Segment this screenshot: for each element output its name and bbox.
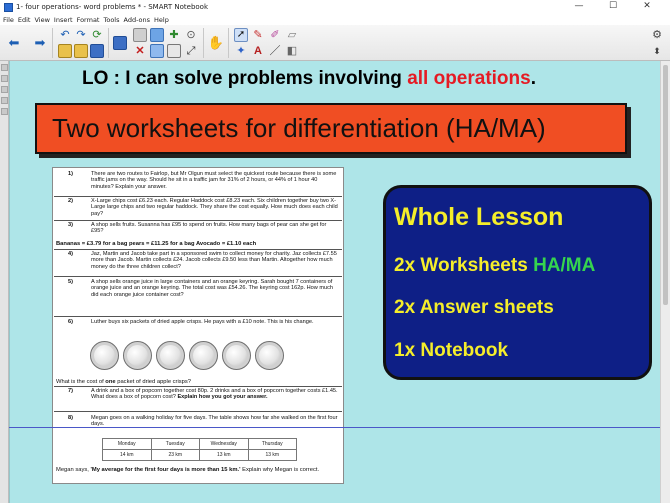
table-header-cell: Tuesday <box>151 439 200 450</box>
eraser-icon[interactable]: ▱ <box>287 29 297 41</box>
question-text: There are two routes to Fairlop, but Mr Olgun must select the quickest route because there is some traffic jams on the way. Should he sit in a traffic jam for 31% of 2 hours, or 44% of 1 hour 40 minutes? Explain your answer. <box>91 171 337 190</box>
q7-bold-text: Explain how you got your answer. <box>177 394 268 401</box>
fill-tool-icon[interactable]: ◧ <box>286 45 298 57</box>
toolbar-separator <box>228 28 229 58</box>
full-screen-icon[interactable] <box>150 44 164 58</box>
close-button[interactable]: ✕ <box>643 1 651 11</box>
redo-icon[interactable]: ↷ <box>76 29 86 41</box>
table-grid-icon[interactable] <box>167 44 181 58</box>
toolbar-separator <box>203 28 204 58</box>
question-6-prompt <box>56 379 342 386</box>
table-header-cell: Monday <box>103 439 152 450</box>
megan-prefix: Megan says, <box>56 467 91 473</box>
add-ons-tab[interactable] <box>1 108 8 115</box>
worksheet-divider <box>54 411 342 412</box>
properties-tab[interactable] <box>1 97 8 104</box>
q6-prompt-suffix: packet of dried apple crisps? <box>115 379 192 385</box>
save-icon[interactable] <box>90 44 104 58</box>
megan-suffix: Explain why Megan is correct. <box>240 467 320 473</box>
select-tool-icon[interactable]: ➚ <box>234 28 248 42</box>
menu-edit[interactable]: Edit <box>17 15 31 24</box>
zoom-icon[interactable]: ⤢ <box>186 45 196 57</box>
question-number: 7) <box>68 388 73 394</box>
megan-statement <box>56 467 342 474</box>
menu-view[interactable]: View <box>34 15 50 24</box>
question-text <box>91 388 339 401</box>
open-file-icon[interactable] <box>74 44 88 58</box>
q6-prompt-prefix: What is the cost of <box>56 379 106 385</box>
q7-text: A drink and a box of popcorn together cost 80p. 2 drinks and a box of popcorn together costs £1.45. What does a box of popcorn cost? <box>91 388 338 401</box>
question-number: 6) <box>68 319 73 325</box>
line-tool-icon[interactable]: ／ <box>269 45 281 57</box>
learning-objective[interactable] <box>82 68 536 90</box>
question-number: 3) <box>68 222 73 228</box>
question-number: 2) <box>68 198 73 204</box>
table-row <box>103 439 297 450</box>
side-tab-strip <box>0 61 9 503</box>
lesson-line-worksheets <box>394 255 595 277</box>
lo-highlight: all operations <box>407 68 531 89</box>
coin-icon <box>189 341 218 370</box>
creative-pen-icon[interactable]: ✐ <box>270 29 280 41</box>
worksheet-divider <box>54 196 342 197</box>
guide-line <box>9 427 660 428</box>
menu-help[interactable]: Help <box>154 15 169 24</box>
question-number: 5) <box>68 279 73 285</box>
question-text: Jaz, Martin and Jacob take part in a sponsored swim to collect money for charity. Jaz collects £7.55 more than Jacob. Martin collects £24. Jacob collects £9.50 less than Martin. Altogether how much money do the three children collect? <box>91 251 337 270</box>
coin-icon <box>255 341 284 370</box>
whole-lesson-box[interactable] <box>383 185 652 380</box>
paste-icon[interactable] <box>133 28 147 42</box>
change-coins <box>90 341 284 370</box>
q6-prompt-bold: one <box>105 379 116 385</box>
worksheet-divider <box>54 249 342 250</box>
megan-quote: 'My average for the first four days is more than 15 km.' <box>90 467 241 473</box>
worksheet-divider <box>54 316 342 317</box>
toolbar-separator <box>108 28 109 58</box>
page-sorter-tab[interactable] <box>1 64 8 71</box>
fruit-prices: Bananas = £3.79 for a bag pears = £11.25 for a bag Avocado = £1.10 each <box>56 241 257 247</box>
question-text: Luther buys six packets of dried apple crisps. He pays with a £10 note. This is his change. <box>91 319 314 325</box>
refresh-icon[interactable]: ⟳ <box>92 29 102 41</box>
lo-suffix: . <box>530 68 536 89</box>
lesson-line-answer-sheets: 2x Answer sheets <box>394 297 554 318</box>
menu-format[interactable]: Format <box>76 15 100 24</box>
table-row <box>103 450 297 461</box>
menu-file[interactable]: File <box>3 15 14 24</box>
lesson-heading: Whole Lesson <box>394 203 564 231</box>
coin-icon <box>222 341 251 370</box>
toolbar <box>0 25 670 61</box>
add-page-icon[interactable]: ✚ <box>169 29 179 41</box>
menu-bar <box>0 14 670 25</box>
worksheets-banner[interactable] <box>35 103 627 154</box>
lesson-line-1-highlight: HA/MA <box>533 255 596 276</box>
smart-notebook-app-icon <box>4 3 13 12</box>
question-text: A shop sells orange juice in large containers and an orange keyring. Sarah bought 7 containers of orange juice and an orange keyring. The total cost was £54.26. The keyring cost 162p. How much did each orange juice container cost? <box>91 279 334 298</box>
menu-tools[interactable]: Tools <box>103 15 120 24</box>
worksheet-divider <box>54 220 342 221</box>
open-folder-icon[interactable] <box>58 44 72 58</box>
question-number: 1) <box>68 171 73 177</box>
toolbar-position-icon[interactable]: ⬍ <box>653 46 661 56</box>
question-number: 4) <box>68 251 73 257</box>
window-controls <box>562 0 664 14</box>
question-number: 8) <box>68 415 73 421</box>
walking-table <box>102 438 297 461</box>
menu-add-ons[interactable]: Add-ons <box>123 15 151 24</box>
previous-page-icon[interactable]: ⬅ <box>8 35 20 50</box>
table-cell: 13 km <box>200 450 249 461</box>
table-header-cell: Thursday <box>248 439 297 450</box>
coin-icon <box>123 341 152 370</box>
text-tool-icon[interactable]: A <box>254 45 262 57</box>
scrollbar-thumb[interactable] <box>663 65 668 305</box>
coin-icon <box>90 341 119 370</box>
attachments-tab[interactable] <box>1 86 8 93</box>
screen-shade-icon[interactable] <box>113 36 127 50</box>
next-page-icon[interactable]: ➡ <box>34 35 46 50</box>
gallery-tab[interactable] <box>1 75 8 82</box>
question-text: X-Large chips cost £6.23 each. Regular Haddock cost £8.23 each. Six children together buy two X-Large large chips and two regular haddock. They share the cost equally. How much does each child pay? <box>91 198 338 217</box>
minimize-button[interactable]: — <box>574 1 584 11</box>
window-title: 1- four operations- word problems * - SMART Notebook <box>16 3 209 11</box>
vertical-scrollbar[interactable] <box>660 61 670 503</box>
gear-icon[interactable]: ⚙ <box>652 29 662 41</box>
delete-icon[interactable]: ✕ <box>135 45 145 57</box>
toolbar-separator <box>52 28 53 58</box>
lesson-line-notebook: 1x Notebook <box>394 340 509 361</box>
lesson-line-1-prefix: 2x Worksheets <box>394 255 534 276</box>
pen-tool-icon[interactable]: ✎ <box>253 29 263 41</box>
screen-capture-icon[interactable]: ⊙ <box>186 29 196 41</box>
table-cell: 14 km <box>103 450 152 461</box>
magic-pen-icon[interactable]: ✦ <box>236 45 246 57</box>
lo-prefix: LO : I can solve problems involving <box>82 68 408 89</box>
menu-insert[interactable]: Insert <box>53 15 73 24</box>
table-header-cell: Wednesday <box>200 439 249 450</box>
title-bar <box>0 0 670 14</box>
question-text: A shop sells fruits. Susanna has £95 to spend on fruits. How many bags of pear can she get for £95? <box>91 222 327 235</box>
worksheet-divider <box>54 386 342 387</box>
coin-icon <box>156 341 185 370</box>
table-cell: 13 km <box>248 450 297 461</box>
table-cell: 23 km <box>151 450 200 461</box>
undo-icon[interactable]: ↶ <box>60 29 70 41</box>
hand-tool-icon[interactable]: ✋ <box>207 35 225 50</box>
question-text: Megan goes on a walking holiday for five days. The table shows how far she walked on the first four days. <box>91 415 338 428</box>
worksheet-preview[interactable] <box>52 167 344 484</box>
maximize-button[interactable]: ☐ <box>608 1 618 11</box>
worksheet-divider <box>54 276 342 277</box>
banner-text: Two worksheets for differentiation (HA/MA) <box>52 113 546 143</box>
table-icon[interactable] <box>150 28 164 42</box>
